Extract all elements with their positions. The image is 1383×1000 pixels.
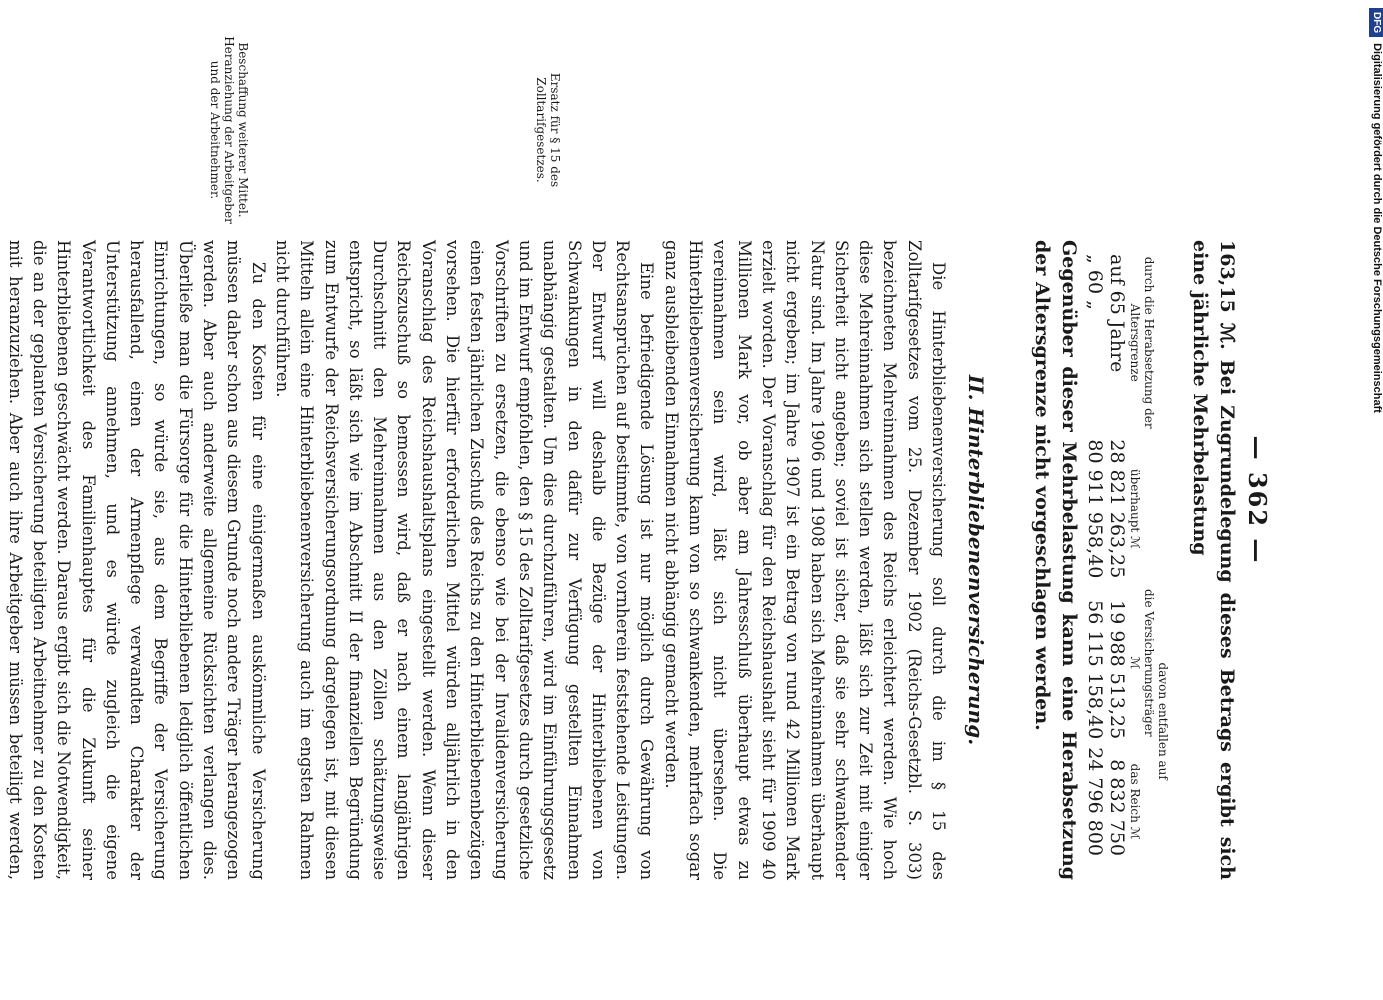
table-cell-total: 80 911 958,40 <box>1084 439 1106 579</box>
paragraph: Die Hinterbliebenenversicherung soll durch die im § 15 des Zolltarifgesetzes vom 25. Dezember 1902 (Reichs-Gesetzbl. S. 303) bezeichneten Mehreinnahmen des Reichs erleichtert werden. Wie hoch diese Mehreinnahmen sich stellen werden, läßt sich zur Zeit mit einiger Sicherheit nicht angeben; soviel ist sicher, daß sie sehr schwankender Natur sind. Im Jahre 1906 und 1908 haben sich Mehreinnahmen überhaupt nicht ergeben; im Jahre 1907 ist ein Betrag von rund 42 Millionen Mark erzielt worden. Der Voranschlag für den Reichshaushalt sieht für 1909 40 Millionen Mark vor, ob aber am Jahresschluß überhaupt etwas zu vereinnahmen sein wird, läßt sich nicht übersehen. Die Hinterbliebenenversicherung kann von so schwankenden, mehrfach sogar ganz ausbleibenden Einnahmen nicht abhängig gemacht werden. <box>661 240 948 880</box>
table-header-reich: das Reich ℳ <box>1128 763 1142 840</box>
paragraph: Zu den Kosten für eine einigermaßen auskömmliche Versicherung müssen daher schon aus diesem Grunde noch andere Träger herangezogen werden. Aber auch anderweite allgemeine Rücksichten verlangen dies. Überließe man die Fürsorge für die Hinterbliebenen lediglich öffentlichen Einrichtungen, so würde sie, aus dem Begriffe der Versicherung herausfallend, einen der Armenpflege verwandten Charakter der Unterstützung annehmen, und es würde zugleich die eigene Verantwortlichkeit des Familienhauptes für die Zukunft seiner Hinterbliebenen geschwächt werden. Daraus ergibt sich die Notwendigkeit, die an der geplanten Versicherung beteiligten Arbeitnehmer zu den Kosten mit heranzuziehen. Aber auch ihre Arbeitgeber müssen beteiligt werden, <box>5 240 268 880</box>
table-cell-reich: 24 796 800 <box>1084 747 1106 856</box>
table-cell-insured: 19 988 513,25 <box>1106 600 1128 740</box>
paragraph: Eine befriedigende Lösung ist nur möglich durch Gewährung von Rechtsansprüchen auf bestimmte, von vornherein feststehende Leistungen. Der Entwurf will deshalb die Bezüge der Hinterbliebenen von Schwankungen in den dafür zur Verfügung gestellten Einnahmen unabhängig gestalten. Um dies durchzuführen, wird im Einführungsgesetz und im Entwurf empfohlen, den § 15 des Zolltarifgesetzes durch gesetzliche Vorschriften zu ersetzen, die ebenso wie bei der Invalidenversicherung einen festen jährlichen Zuschuß des Reichs zu den Hinterbliebenenbezügen vorsehen. Die hierfür erforderlichen Mittel würden alljährlich in den Voranschlag des Reichshaushaltsplans eingestellt werden. Wenn dieser Reichszuschuß so bemessen wird, daß er nach einem langjährigen Durchschnitt den Mehreinnahmen aus den Zöllen schätzungsweise entspricht, so läßt sich wie im Abschnitt II der finanziellen Begründung zum Entwurfe der Reichsversicherungsordnung dargelegen ist, mit diesen Mitteln allein eine Hinterbliebenenversicherung auch im engsten Rahmen nicht durchführen. <box>272 240 657 880</box>
scanned-page <box>5 0 1280 1000</box>
conclusion-sentence: Gegenüber dieser Mehrbelastung kann eine Herabsetzung der Altersgrenze nicht vorgeschlagen werden. <box>1031 240 1080 880</box>
table-header-insured: die Versicherungsträger ℳ <box>1128 588 1156 737</box>
credit-text: Digitalisierung gefördert durch die Deutsche Forschungsgemeinschaft <box>1371 43 1383 413</box>
table-row <box>1106 250 1128 860</box>
table-cell-label: auf 65 Jahre <box>1106 254 1128 373</box>
table-cell-reich: 8 832 750 <box>1106 759 1128 856</box>
table-cell-total: 28 821 263,25 <box>1106 439 1128 579</box>
table-row <box>1084 250 1106 860</box>
dfg-logo: DFG <box>1370 8 1383 37</box>
table-cell-insured: 56 115 158,40 <box>1084 600 1106 740</box>
margin-note-zolltarif: Ersatz für § 15 des Zolltarifgesetzes. <box>534 72 562 188</box>
table-group-header <box>1156 250 1170 860</box>
intro-sentence: 163,15 ℳ. Bei Zugrundelegung dieses Betrags ergibt sich eine jährliche Mehrbelastung <box>1189 240 1238 880</box>
table-header-total: überhaupt ℳ <box>1128 468 1142 549</box>
digitization-credit <box>1364 0 1383 1000</box>
table-header-group: davon entfallen auf <box>1156 662 1170 780</box>
burden-table <box>1084 250 1170 860</box>
margin-note-funding: Beschaffung weiterer Mittel. Heranziehung der Arbeitgeber und der Arbeitnehmer. <box>208 36 250 224</box>
section-heading: II. Hinterbliebenenversicherung. <box>964 374 988 746</box>
section-body <box>0 240 950 880</box>
page-number-header: — 362 — <box>1243 435 1272 565</box>
table-cell-label: „ 60 „ <box>1084 254 1106 310</box>
table-header-reduction: durch die Herabsetzung der Altersgrenze <box>1128 256 1156 429</box>
table-header-row <box>1128 250 1156 860</box>
